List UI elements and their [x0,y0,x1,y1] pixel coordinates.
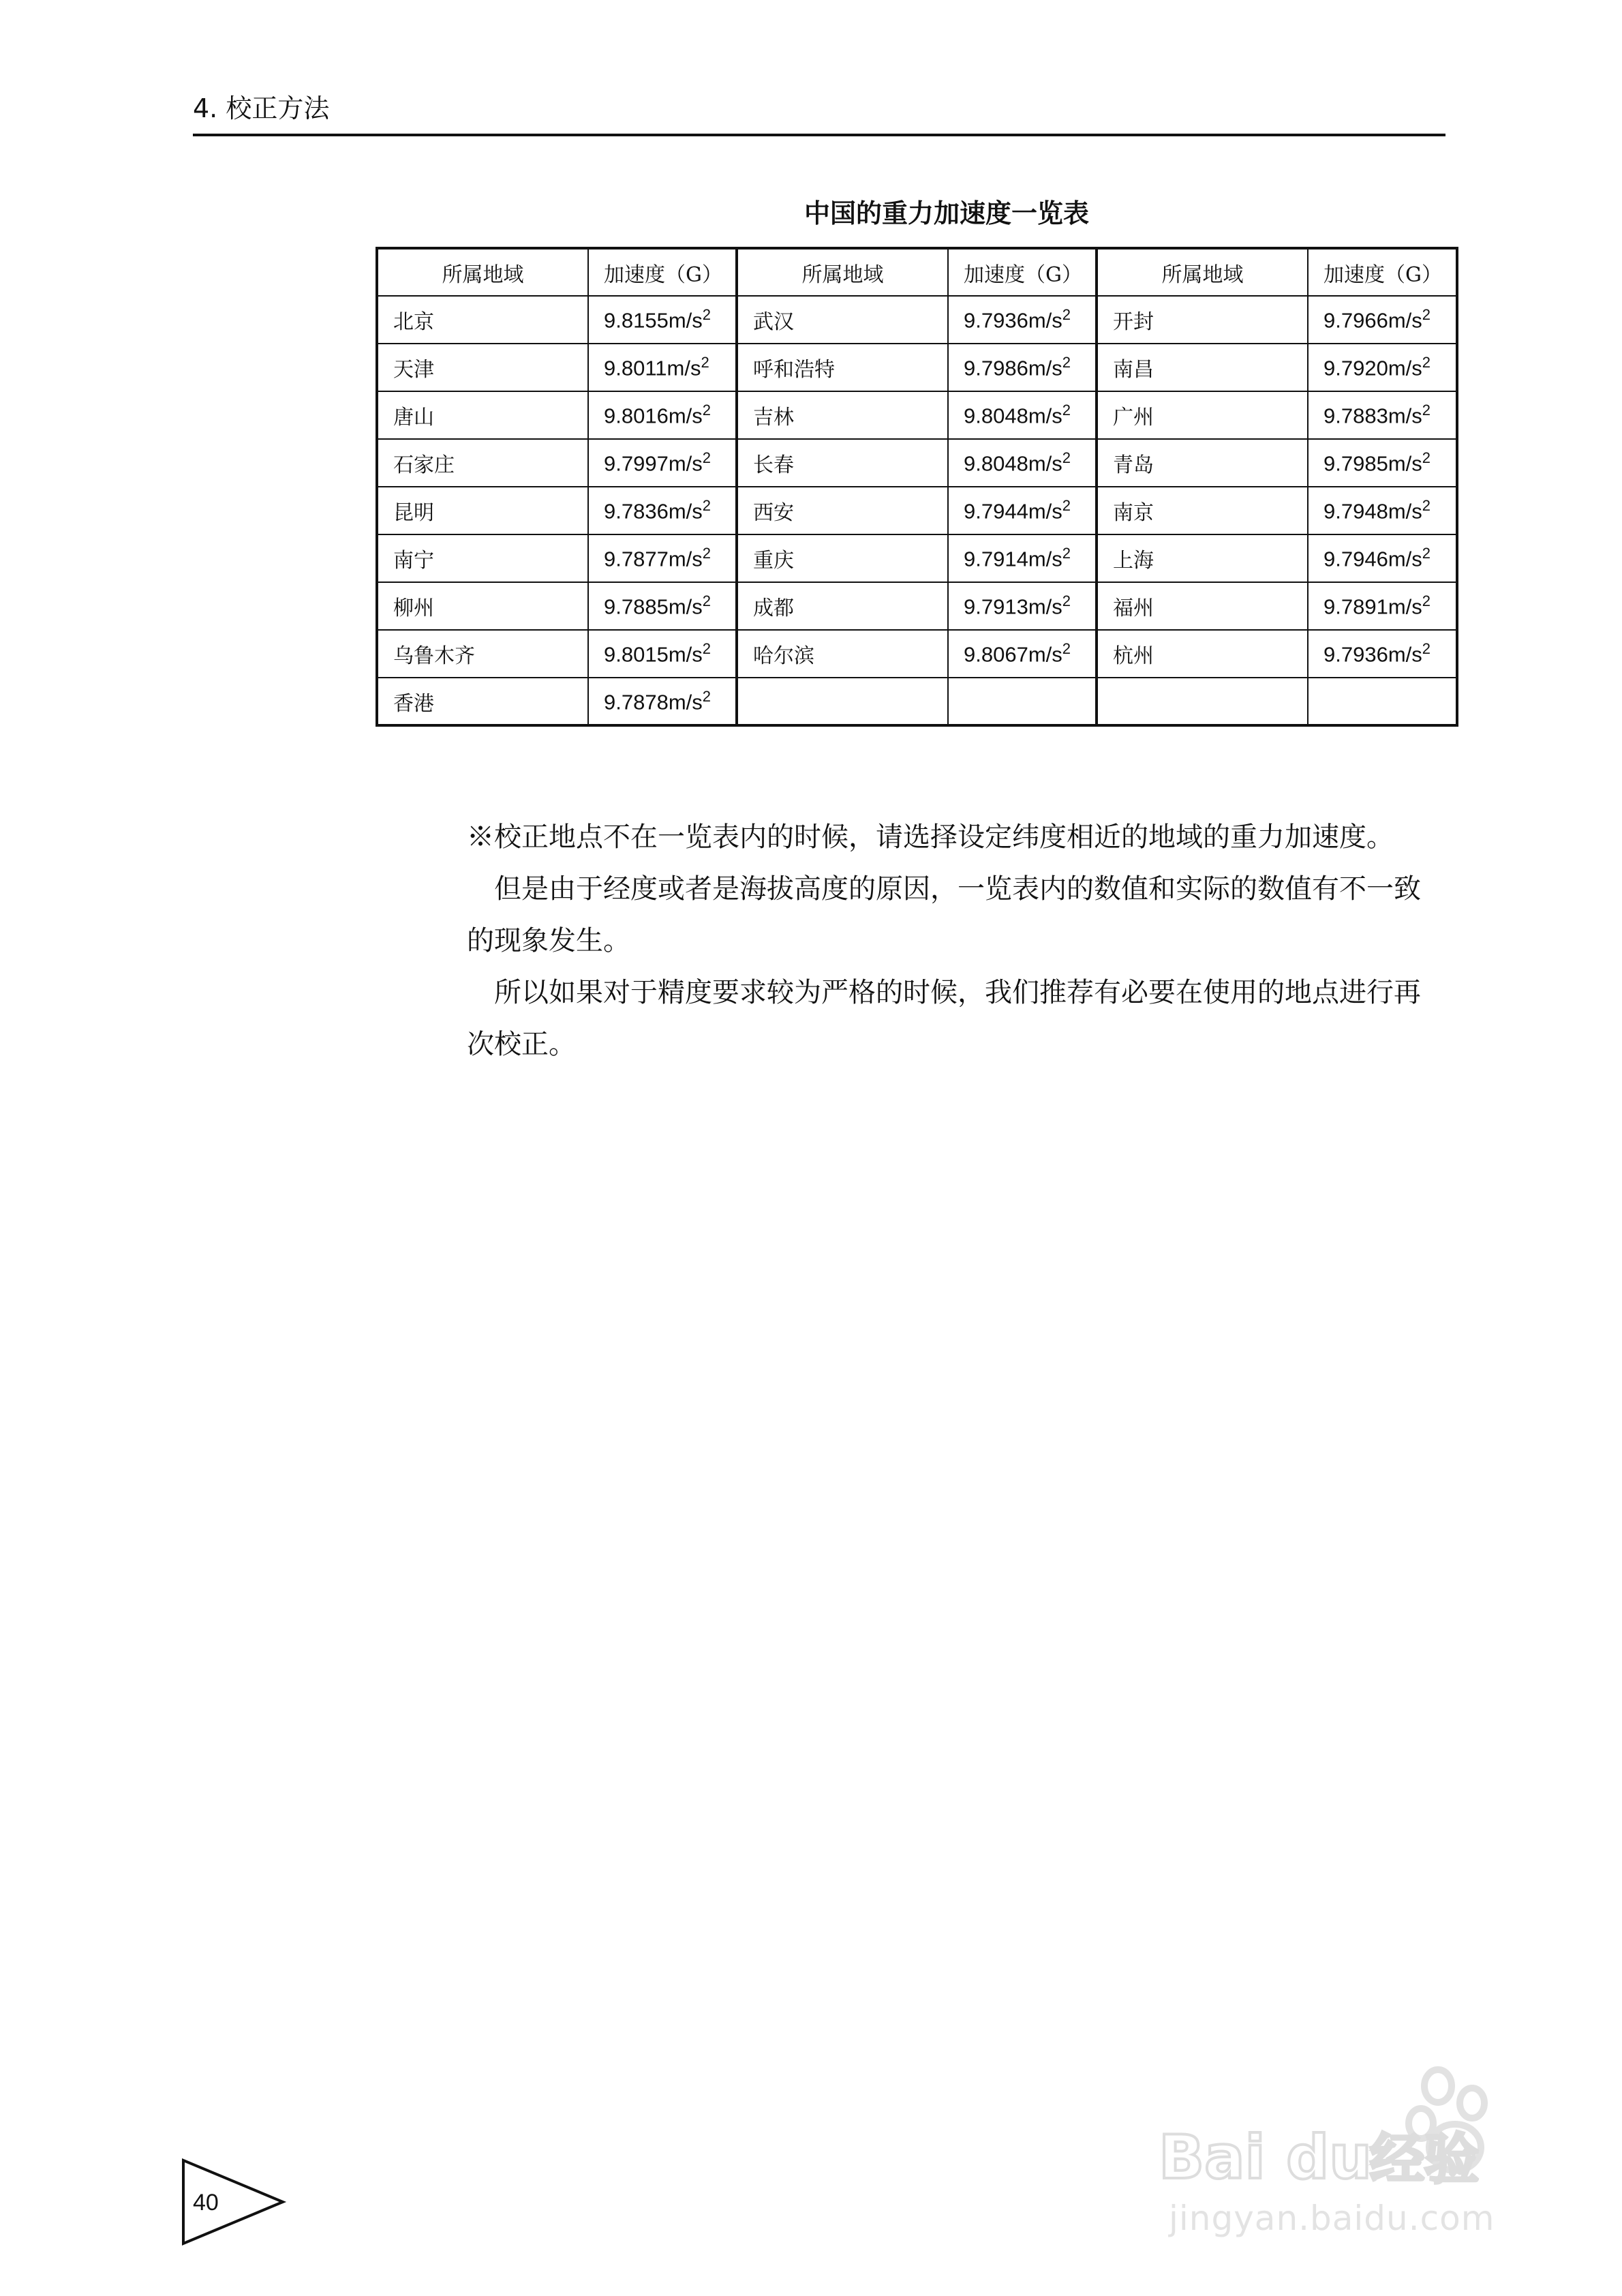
unit-exponent: 2 [1422,592,1431,610]
acceleration-cell [1308,582,1457,630]
table-row [377,582,1457,630]
acceleration-unit: m/s [1388,547,1422,571]
table-title: 中国的重力加速度一览表 [804,198,1090,228]
notes-section [467,811,1435,1070]
acceleration-value: 9.8011 [604,356,667,380]
region-cell: 乌鲁木齐 [377,630,588,678]
acceleration-cell [948,391,1097,439]
acceleration-unit: m/s [1388,499,1422,524]
unit-exponent: 2 [701,354,709,372]
table-row [377,296,1457,344]
region-cell: 昆明 [377,487,588,534]
table-row [377,630,1457,678]
watermark-url: jingyan.baidu.com [1169,2199,1495,2238]
acceleration-unit: m/s [1388,308,1422,333]
acceleration-cell [1308,630,1457,678]
column-header-acceleration: 加速度（G） [948,248,1097,296]
acceleration-value: 9.7914 [964,547,1028,571]
acceleration-unit: m/s [1028,404,1062,428]
region-cell: 长春 [737,439,948,487]
acceleration-cell [588,439,737,487]
acceleration-unit: m/s [1028,451,1062,476]
table-row [377,487,1457,534]
column-header-region: 所属地域 [1097,248,1308,296]
acceleration-cell [588,678,737,725]
note-paragraph: 所以如果对于精度要求较为严格的时候，我们推荐有必要在使用的地点进行再次校正。 [467,977,1421,1060]
region-cell: 广州 [1097,391,1308,439]
table-row [377,391,1457,439]
acceleration-unit: m/s [1388,356,1422,380]
acceleration-value: 9.8048 [964,451,1028,476]
acceleration-value: 9.7936 [964,308,1028,333]
region-cell [737,678,948,725]
acceleration-unit: m/s [668,451,703,476]
region-cell: 开封 [1097,296,1308,344]
acceleration-unit: m/s [1028,642,1062,667]
acceleration-cell [948,439,1097,487]
unit-exponent: 2 [702,306,711,324]
svg-text:经验: 经验 [1370,2128,1479,2191]
acceleration-value: 9.7877 [604,547,669,571]
watermark-logo [1152,2066,1533,2270]
region-cell: 南京 [1097,487,1308,534]
unit-exponent: 2 [702,687,711,705]
acceleration-cell [948,534,1097,582]
acceleration-value: 9.7986 [964,356,1028,380]
region-cell: 唐山 [377,391,588,439]
page-number: 40 [193,2190,219,2216]
acceleration-value: 9.8016 [604,404,669,428]
acceleration-unit: m/s [668,308,703,333]
unit-exponent: 2 [1422,640,1431,658]
acceleration-cell [1308,296,1457,344]
acceleration-value: 9.7946 [1323,547,1388,571]
region-cell: 重庆 [737,534,948,582]
note-paragraph: ※校正地点不在一览表内的时候，请选择设定纬度相近的地域的重力加速度。 [467,821,1394,853]
acceleration-unit: m/s [668,404,703,428]
region-cell: 福州 [1097,582,1308,630]
table-row [377,678,1457,725]
table-header-row [377,248,1457,296]
acceleration-unit: m/s [668,499,703,524]
acceleration-value: 9.7997 [604,451,669,476]
note-paragraph: 但是由于经度或者是海拔高度的原因，一览表内的数值和实际的数值有不一致的现象发生。 [467,873,1421,956]
acceleration-cell [588,630,737,678]
acceleration-unit: m/s [1388,642,1422,667]
column-header-acceleration: 加速度（G） [1308,248,1457,296]
acceleration-unit: m/s [1388,404,1422,428]
acceleration-value: 9.7836 [604,499,669,524]
acceleration-cell [948,582,1097,630]
acceleration-unit: m/s [1028,594,1062,619]
table-row [377,439,1457,487]
unit-exponent: 2 [702,497,711,515]
acceleration-value: 9.7878 [604,690,669,714]
acceleration-unit: m/s [1388,451,1422,476]
region-cell: 呼和浩特 [737,344,948,391]
acceleration-cell [948,296,1097,344]
acceleration-unit: m/s [668,642,703,667]
acceleration-value: 9.7966 [1323,308,1388,333]
region-cell: 南昌 [1097,344,1308,391]
unit-exponent: 2 [1062,449,1071,467]
unit-exponent: 2 [1422,449,1431,467]
unit-exponent: 2 [1422,545,1431,562]
unit-exponent: 2 [1062,354,1071,372]
acceleration-cell [588,344,737,391]
acceleration-value: 9.7920 [1323,356,1388,380]
acceleration-value: 9.7913 [964,594,1028,619]
region-cell: 天津 [377,344,588,391]
acceleration-cell [588,391,737,439]
region-cell [1097,678,1308,725]
acceleration-unit: m/s [667,356,701,380]
unit-exponent: 2 [702,449,711,467]
region-cell: 香港 [377,678,588,725]
acceleration-cell [588,534,737,582]
unit-exponent: 2 [1422,497,1431,515]
region-cell: 南宁 [377,534,588,582]
table-body [377,296,1457,725]
region-cell: 上海 [1097,534,1308,582]
acceleration-cell [1308,439,1457,487]
acceleration-cell [588,582,737,630]
acceleration-unit: m/s [1028,308,1062,333]
acceleration-value: 9.7936 [1323,642,1388,667]
region-cell: 成都 [737,582,948,630]
acceleration-value: 9.7885 [604,594,669,619]
table-row [377,344,1457,391]
region-cell: 北京 [377,296,588,344]
unit-exponent: 2 [1062,545,1071,562]
unit-exponent: 2 [1062,497,1071,515]
unit-exponent: 2 [1422,306,1431,324]
acceleration-cell [588,487,737,534]
region-cell: 哈尔滨 [737,630,948,678]
region-cell: 武汉 [737,296,948,344]
region-cell: 西安 [737,487,948,534]
acceleration-value: 9.8155 [604,308,669,333]
region-cell: 青岛 [1097,439,1308,487]
acceleration-cell [948,678,1097,725]
column-header-region: 所属地域 [737,248,948,296]
unit-exponent: 2 [1062,306,1071,324]
unit-exponent: 2 [1422,402,1431,419]
table-row [377,534,1457,582]
unit-exponent: 2 [702,640,711,658]
acceleration-cell [1308,487,1457,534]
acceleration-cell [1308,391,1457,439]
svg-text:Bai du: Bai du [1159,2122,1372,2192]
acceleration-cell [948,344,1097,391]
acceleration-value: 9.8015 [604,642,669,667]
column-header-acceleration: 加速度（G） [588,248,737,296]
acceleration-value: 9.8048 [964,404,1028,428]
unit-exponent: 2 [1062,640,1071,658]
acceleration-value: 9.7944 [964,499,1028,524]
acceleration-value: 9.7891 [1323,594,1388,619]
section-header: 4. 校正方法 [193,93,330,123]
unit-exponent: 2 [1062,592,1071,610]
unit-exponent: 2 [702,402,711,419]
unit-exponent: 2 [702,545,711,562]
acceleration-cell [1308,534,1457,582]
header-divider [193,134,1445,136]
acceleration-value: 9.7948 [1323,499,1388,524]
unit-exponent: 2 [1062,402,1071,419]
acceleration-unit: m/s [1028,547,1062,571]
acceleration-unit: m/s [668,690,703,714]
region-cell: 吉林 [737,391,948,439]
acceleration-cell [1308,344,1457,391]
acceleration-cell [588,296,737,344]
acceleration-unit: m/s [1028,499,1062,524]
gravity-table [376,247,1458,727]
region-cell: 柳州 [377,582,588,630]
region-cell: 石家庄 [377,439,588,487]
acceleration-value: 9.7985 [1323,451,1388,476]
acceleration-unit: m/s [668,594,703,619]
acceleration-cell [1308,678,1457,725]
acceleration-unit: m/s [668,547,703,571]
acceleration-unit: m/s [1028,356,1062,380]
acceleration-value: 9.8067 [964,642,1028,667]
acceleration-unit: m/s [1388,594,1422,619]
acceleration-value: 9.7883 [1323,404,1388,428]
acceleration-cell [948,630,1097,678]
acceleration-cell [948,487,1097,534]
unit-exponent: 2 [702,592,711,610]
region-cell: 杭州 [1097,630,1308,678]
column-header-region: 所属地域 [377,248,588,296]
unit-exponent: 2 [1422,354,1431,372]
